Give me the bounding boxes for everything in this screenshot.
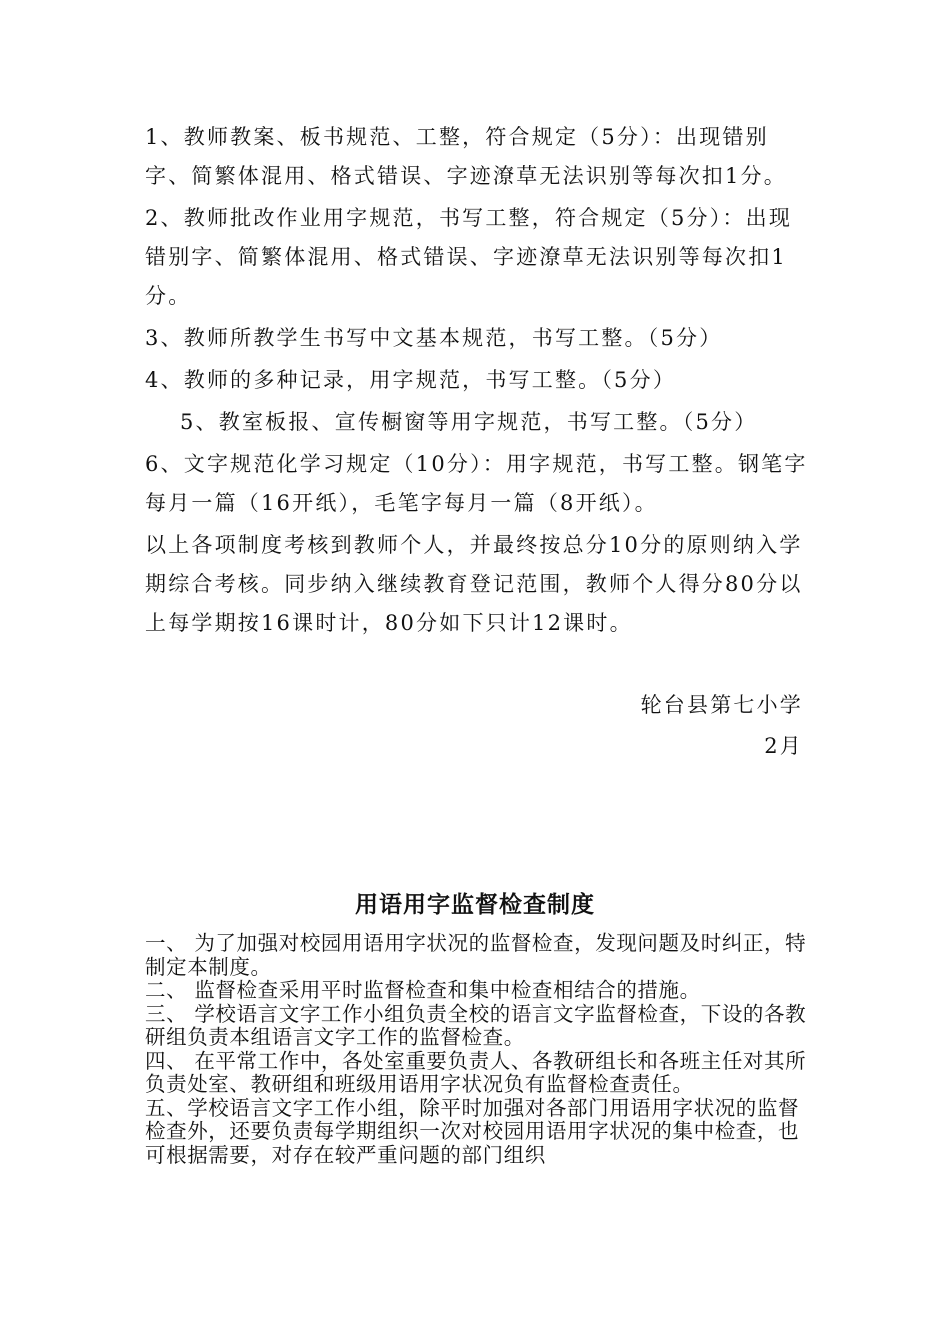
rule-item: 6、文字规范化学习规定（10分）：用字规范，书写工整。钢笔字每月一篇（16开纸），毛笔字每月一篇（8开纸）。	[145, 452, 808, 515]
list-item: 四、 在平常工作中，各处室重要负责人、各教研组长和各班主任对其所负责处室、教研组和班级用语用字状况负有监督检查责任。	[145, 1048, 807, 1096]
signature-block	[641, 686, 803, 768]
rule-summary: 以上各项制度考核到教师个人，并最终按总分10分的原则纳入学期综合考核。同步纳入继续教育登记范围，教师个人得分80分以上每学期按16课时计，80分如下只计12课时。	[145, 533, 803, 635]
supervision-items	[145, 932, 810, 1167]
assessment-rules	[145, 118, 810, 646]
list-item: 五、学校语言文字工作小组，除平时加强对各部门用语用字状况的监督检查外，还要负责每学期组织一次对校园用语用字状况的集中检查，也可根据需要，对存在较严重问题的部门组织	[145, 1095, 800, 1167]
rule-item: 3、教师所教学生书写中文基本规范，书写工整。（5分）	[145, 326, 723, 350]
list-item: 三、 学校语言文字工作小组负责全校的语言文字监督检查，下设的各教研组负责本组语言文字工作的监督检查。	[145, 1001, 807, 1049]
rule-item: 1、教师教案、板书规范、工整，符合规定（5分）：出现错别字、简繁体混用、格式错误、字迹潦草无法识别等每次扣1分。	[145, 125, 787, 188]
rule-item: 4、教师的多种记录，用字规范，书写工整。（5分）	[145, 368, 677, 392]
list-item: 一、 为了加强对校园用语用字状况的监督检查，发现问题及时纠正，特制定本制度。	[145, 931, 807, 979]
list-item: 二、 监督检查采用平时监督检查和集中检查相结合的措施。	[145, 978, 701, 1002]
section-title: 用语用字监督检查制度	[355, 892, 595, 919]
rule-item: 2、教师批改作业用字规范，书写工整，符合规定（5分）：出现错别字、简繁体混用、格式错误、字迹潦草无法识别等每次扣1分。	[145, 206, 793, 308]
signature-date: 2月	[764, 734, 803, 758]
signature-org: 轮台县第七小学	[640, 693, 803, 717]
rule-item: 5、教室板报、宣传橱窗等用字规范，书写工整。（5分）	[180, 410, 758, 434]
